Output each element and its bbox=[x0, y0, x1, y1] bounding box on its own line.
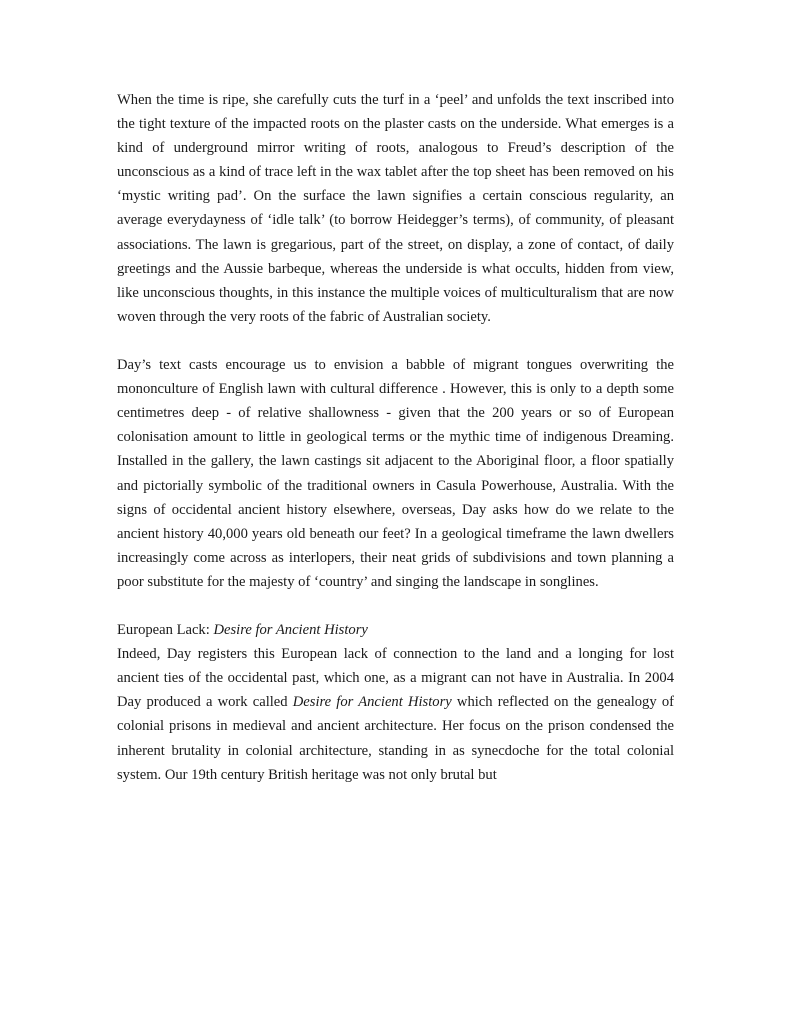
section-heading bbox=[117, 618, 674, 642]
document-page bbox=[117, 88, 674, 787]
paragraph-european-lack-part1: Indeed, Day registers this European lack of connection to the land and a longing for lost ancient ties of the occidental past, which one, as a migrant can not have in Australia. In 2004 Day produced a work called bbox=[117, 646, 674, 711]
section-heading-title: Desire for Ancient History bbox=[213, 622, 368, 639]
paragraph-european-lack-part2: which reflected on the genealogy of colonial prisons in medieval and ancient architecture. Her focus on the prison condensed the inherent brutality in colonial architecture, standing in as synecdoche for the total colonial system. Our 19th century British heritage was not only brutal but bbox=[117, 694, 674, 783]
section-heading-prefix: European Lack: bbox=[117, 622, 214, 639]
paragraph-text-casts: Day’s text casts encourage us to envision a babble of migrant tongues overwriting the mononculture of English lawn with cultural difference . However, this is only to a depth some centimetres deep - of relative shallowness - given that the 200 years or so of European colonisation amount to little in geological terms or the mythic time of indigenous Dreaming. Installed in the gallery, the lawn castings sit adjacent to the Aboriginal floor, a floor spatially and pictorially symbolic of the traditional owners in Casula Powerhouse, Australia. With the signs of occidental ancient history elsewhere, overseas, Day asks how do we relate to the ancient history 40,000 years old beneath our feet? In a geological timeframe the lawn dwellers increasingly come across as interlopers, their neat grids of subdivisions and town planning a poor substitute for the majesty of ‘country’ and singing the landscape in songlines. bbox=[117, 357, 674, 590]
paragraph-lawn-underside: When the time is ripe, she carefully cuts the turf in a ‘peel’ and unfolds the text inscribed into the tight texture of the impacted roots on the plaster casts on the underside. What emerges is a kind of underground mirror writing of roots, analogous to Freud’s description of the unconscious as a kind of trace left in the wax tablet after the top sheet has been removed on his ‘mystic writing pad’. On the surface the lawn signifies a certain conscious regularity, an average everydayness of ‘idle talk’ (to borrow Heidegger’s terms), of community, of pleasant associations. The lawn is gregarious, part of the street, on display, a zone of contact, of daily greetings and the Aussie barbeque, whereas the underside is what occults, hidden from view, like unconscious thoughts, in this instance the multiple voices of multiculturalism that are now woven through the very roots of the fabric of Australian society. bbox=[117, 92, 674, 325]
paragraph-european-lack bbox=[117, 642, 674, 787]
work-title: Desire for Ancient History bbox=[292, 694, 452, 711]
